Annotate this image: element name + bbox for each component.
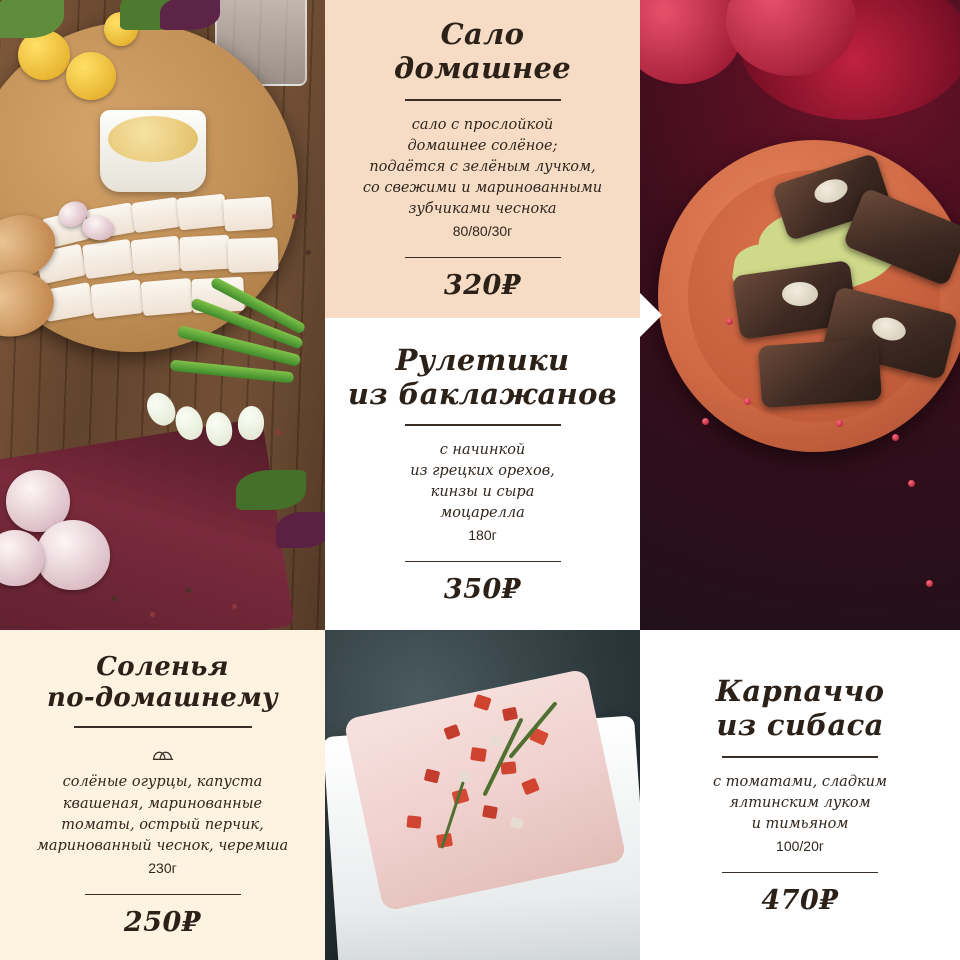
- dish-description-line: и тимьяном: [751, 815, 849, 832]
- pickles-ornament-icon: [152, 748, 174, 762]
- salo-slice: [82, 239, 134, 279]
- divider: [405, 561, 561, 562]
- tomato-dice: [482, 805, 498, 819]
- dish-title-line2: по-домашнему: [47, 682, 278, 713]
- salo-slice: [90, 279, 144, 319]
- cheese-walnut-filling: [782, 282, 818, 306]
- pomegranate-seed: [702, 418, 709, 425]
- peppercorn: [186, 588, 191, 593]
- dish-price: 250₽: [123, 906, 202, 938]
- salo-slice: [141, 278, 194, 316]
- dish-description-line: квашеная, маринованные: [62, 795, 263, 812]
- salo-slice: [179, 235, 231, 272]
- onion-dice: [490, 735, 504, 747]
- dish-description-line: с начинкой: [439, 442, 526, 459]
- tomato-dice: [406, 815, 421, 828]
- menu-card-solenya: [0, 630, 325, 960]
- pomegranate-seed: [744, 398, 751, 405]
- salo-slice: [176, 194, 227, 231]
- purple-basil: [276, 512, 325, 548]
- dish-weight: 100/20г: [776, 837, 824, 854]
- dish-title-line2: домашнее: [394, 51, 571, 86]
- dish-description-line: подаётся с зелёным лучком,: [369, 158, 596, 175]
- dish-title-line2: из баклажанов: [347, 376, 618, 411]
- onion-dice: [458, 771, 471, 783]
- dish-price: 350₽: [443, 574, 522, 606]
- divider: [405, 424, 561, 426]
- dish-title-line1: Рулетики: [395, 342, 570, 377]
- menu-card-ruletiki: [325, 318, 640, 630]
- dish-description-line: сало с прослойкой: [411, 116, 554, 133]
- divider: [722, 872, 878, 873]
- dish-title-line1: Сало: [440, 17, 525, 52]
- dish-weight: 80/80/30г: [452, 222, 513, 239]
- peppercorn: [112, 596, 117, 601]
- pomegranate-seed: [892, 434, 899, 441]
- dish-price: 320₽: [443, 269, 522, 301]
- peppercorn: [306, 250, 311, 255]
- yellow-tomato: [66, 52, 116, 100]
- peppercorn: [232, 604, 237, 609]
- dish-description-line: зубчиками чеснока: [408, 200, 557, 217]
- salo-slice: [130, 236, 181, 275]
- dish-description-line: ялтинским луком: [729, 794, 871, 811]
- dish-description-line: домашнее солёное;: [407, 137, 558, 154]
- menu-card-salo: [325, 0, 640, 318]
- dish-description-line: солёные огурцы, капуста: [62, 774, 263, 791]
- divider: [405, 257, 561, 258]
- salo-slice: [223, 196, 273, 231]
- salo-slice: [227, 237, 278, 273]
- eggplant-roll: [758, 338, 882, 408]
- pomegranate-seed: [926, 580, 933, 587]
- peppercorn: [276, 430, 281, 435]
- green-herb: [236, 470, 306, 510]
- garlic-bulb: [36, 520, 110, 590]
- pomegranate-seed: [908, 480, 915, 487]
- divider: [405, 99, 561, 101]
- dish-description-line: из грецких орехов,: [410, 463, 555, 480]
- pointer-arrow: [640, 293, 662, 337]
- mustard-sauce: [108, 116, 198, 162]
- dish-price: 470₽: [761, 884, 839, 916]
- photo-carpaccio: [325, 630, 640, 960]
- dish-description-line: моцарелла: [440, 505, 525, 522]
- dish-description-line: со свежими и маринованными: [362, 179, 603, 196]
- dish-description-line: кинзы и сыра: [430, 484, 535, 501]
- dish-title-line2: из сибаса: [716, 708, 884, 743]
- photo-salo-board: [0, 0, 325, 630]
- menu-card-carpaccio: [640, 630, 960, 960]
- divider: [85, 894, 241, 895]
- dish-title-line1: Соленья: [96, 652, 229, 683]
- dish-title-line1: Карпаччо: [715, 674, 885, 709]
- pomegranate-seed: [726, 318, 733, 325]
- divider: [722, 756, 878, 758]
- dish-weight: 180г: [468, 527, 497, 544]
- dish-weight: 230г: [148, 859, 177, 876]
- salo-slice: [131, 197, 181, 233]
- tomato-dice: [500, 761, 516, 775]
- dish-description-line: с томатами, сладким: [712, 773, 888, 790]
- peppercorn: [292, 214, 297, 219]
- dish-description-line: томаты, острый перчик,: [61, 816, 264, 833]
- dish-description-line: маринованный чеснок, черемша: [36, 837, 289, 854]
- peppercorn: [150, 612, 155, 617]
- tomato-dice: [470, 747, 487, 762]
- photo-eggplant-rolls: [640, 0, 960, 630]
- divider: [74, 726, 252, 728]
- pomegranate-seed: [836, 420, 843, 427]
